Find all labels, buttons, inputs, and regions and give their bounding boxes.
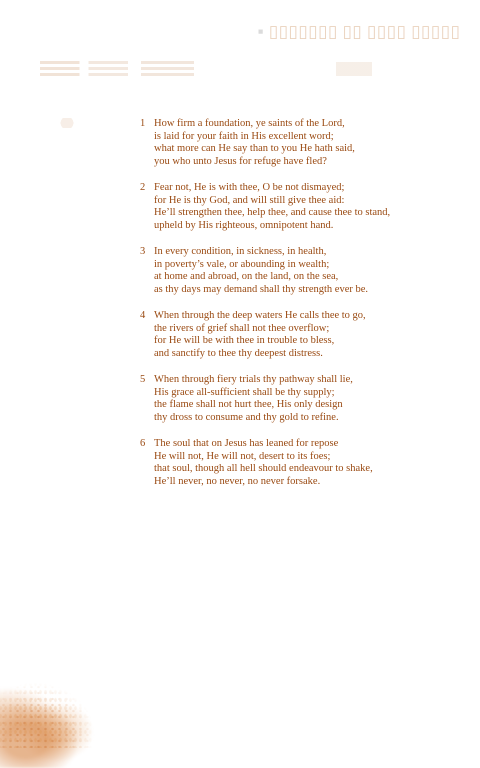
verse-lines [154,374,460,424]
bleed-through-heading: ▯▯▯▯▯ ▯▯▯▯ ▯▯ ▯▯▯▯▯▯▯ ▪ [257,22,460,41]
verse-line: at home and abroad, on the land, on the sea, [154,271,339,282]
verse-line: His grace all-sufficient shall be thy supply; [154,386,335,398]
paper-speck [52,118,82,128]
bleed-through-fragment [300,62,420,76]
verse-number: 2 [140,182,146,193]
verse-line: How firm a foundation, ye saints of the Lord, [154,118,345,129]
verse-line: He will not, He will not, desert to its foes; [154,450,331,462]
verse-line: what more can He say than to you He hath said, [154,143,355,154]
verse-lines [154,182,460,232]
verse-lines [154,438,460,488]
verse-line: you who unto Jesus for refuge have fled? [154,155,327,167]
verse-number: 5 [140,374,146,385]
verse-5 [140,374,460,424]
verse-line: Fear not, He is with thee, O be not dismayed; [154,182,345,193]
verse-line: When through fiery trials thy pathway shall lie, [154,374,353,385]
verse-3 [140,246,460,296]
verse-line: upheld by His righteous, omnipotent hand. [154,219,334,231]
verse-1 [140,118,460,168]
verse-line: When through the deep waters He calls thee to go, [154,310,366,321]
verse-line: In every condition, in sickness, in health, [154,246,327,257]
verse-line: and sanctify to thee thy deepest distress. [154,347,323,359]
verse-line: that soul, though all hell should endeavour to shake, [154,463,373,474]
verse-line: for He is thy God, and will still give thee aid: [154,194,345,206]
verse-line: The soul that on Jesus has leaned for repose [154,438,339,449]
verse-number: 3 [140,246,146,257]
verse-line: the rivers of grief shall not thee overflow; [154,322,330,334]
verse-line: as thy days may demand shall thy strength ever be. [154,283,369,295]
verse-number: 4 [140,310,146,321]
verse-2 [140,182,460,232]
verse-line: He’ll never, no never, no never forsake. [154,475,321,487]
ink-speckles [0,678,100,748]
verse-4 [140,310,460,360]
bleed-through-subtext [40,58,260,80]
verse-line: He’ll strengthen thee, help thee, and cause thee to stand, [154,207,391,218]
verse-line: the flame shall not hurt thee, His only design [154,399,343,410]
verse-lines [154,246,460,296]
verse-number: 6 [140,438,146,449]
verse-line: in poverty’s vale, or abounding in wealth; [154,258,330,270]
verse-line: for He will be with thee in trouble to bless, [154,335,335,346]
verse-line: is laid for your faith in His excellent word; [154,130,334,142]
verse-number: 1 [140,118,146,129]
verse-line: thy dross to consume and thy gold to refine. [154,411,339,423]
verse-lines [154,118,460,168]
hymn-text [140,118,460,502]
verse-lines [154,310,460,360]
verse-6 [140,438,460,488]
